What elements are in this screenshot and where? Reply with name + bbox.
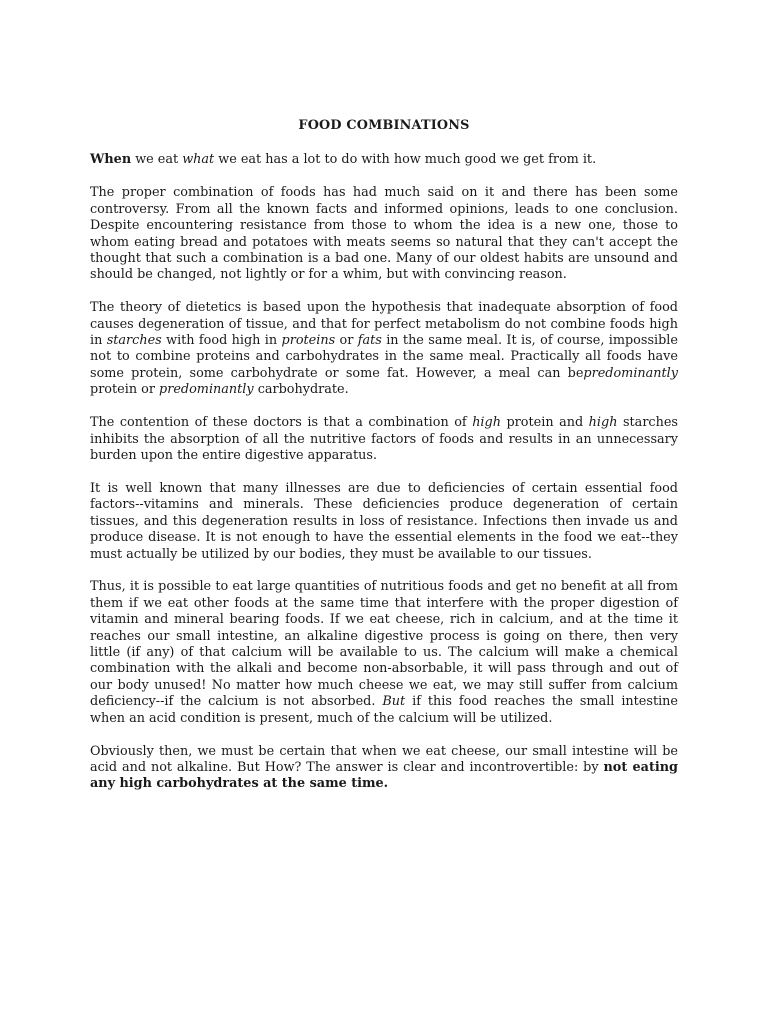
p2-text-6: carbohydrate. (253, 382, 349, 398)
p2-emphasis-proteins: proteins (281, 333, 336, 349)
p2-emphasis-fats: fats (357, 333, 382, 349)
intro-emphasis-what: what (182, 152, 215, 168)
paragraph-calcium-example (90, 579, 678, 727)
p2-emphasis-starches: starches (106, 333, 162, 349)
p3-text-1: The contention of these doctors is that a combination of (90, 415, 473, 431)
p2-text-5: protein or (90, 382, 160, 398)
paragraph-deficiencies: It is well known that many illnesses are due to deficiencies of certain essential food factors--vitamins and minerals. These deficiencies produce degeneration of certain tissues, and this degeneration results in loss of resistance. Infections then invade us and produce disease. It is not enough to have the essential elements in the food we eat--they must actually be utilized by our bodies, they must be available to our tissues. (90, 480, 678, 562)
p2-text-2: with food high in (161, 333, 282, 349)
document-page (90, 118, 678, 809)
p5-emphasis-but: But (382, 694, 406, 710)
p2-text-3: or (335, 333, 358, 349)
p2-emphasis-predominantly-1: predominantly (583, 365, 678, 381)
paragraph-theory-of-dietetics (90, 300, 678, 398)
intro-lead-word: When (90, 152, 132, 168)
p2-text-1: The theory of dietetics is based upon the hypothesis that inadequate absorption of food causes degeneration of tissue, and that for perfect metabolism do not combine foods high in (90, 300, 678, 349)
document-title: FOOD COMBINATIONS (298, 118, 470, 133)
p3-text-3: starches inhibits the absorption of all the nutritive factors of foods and results in an unnecessary burden upon the entire digestive apparatus. (90, 415, 678, 463)
paragraph-proper-combination: The proper combination of foods has had much said on it and there has been some controversy. From all the known facts and informed opinions, leads to one conclusion. Despite encountering resistance from those to whom the idea is a new one, those to whom eating bread and potatoes with meats seems so natural that they can't accept the thought that such a combination is a bad one. Many of our oldest habits are unsound and should be changed, not lightly or for a whim, but with convincing reason. (90, 185, 678, 283)
paragraph-conclusion (90, 744, 678, 793)
paragraph-contention (90, 415, 678, 464)
p6-text-1: Obviously then, we must be certain that when we eat cheese, our small intestine will be acid and not alkaline. But How? The answer is clear and incontrovertible: by (90, 743, 678, 775)
p3-text-2: protein and (500, 415, 589, 431)
p6-bold-conclusion: not eating any high carbohydrates at the same time. (90, 760, 678, 792)
p5-text-2: if this food reaches the small intestine when an acid condition is present, much of the calcium will be utilized. (90, 694, 678, 726)
p2-text-4: in the same meal. It is, of course, impossible not to combine proteins and carbohydrates in the same meal. Practically all foods have some protein, some carbohydrate or some fat. However, a meal can be (90, 333, 678, 381)
p3-emphasis-high-1: high (472, 415, 501, 431)
intro-text-2: we eat has a lot to do with how much good we get from it. (214, 152, 597, 168)
p5-text-1: Thus, it is possible to eat large quantities of nutritious foods and get no benefit at all from them if we eat other foods at the same time that interfere with the proper digestion of vitamin and mineral bearing foods. If we eat cheese, rich in calcium, and at the time it reaches our small intestine, an alkaline digestive process is going on there, then very little (if any) of that calcium will be available to us. The calcium will make a chemical combination with the alkali and become non-absorbable, it will pass through and out of our body unused! No matter how much cheese we eat, we may still suffer from calcium deficiency--if the calcium is not absorbed. (90, 579, 678, 710)
intro-text-1: we eat (131, 152, 183, 168)
intro-paragraph (90, 152, 678, 168)
p2-emphasis-predominantly-2: predominantly (159, 382, 254, 398)
p3-emphasis-high-2: high (588, 415, 618, 431)
